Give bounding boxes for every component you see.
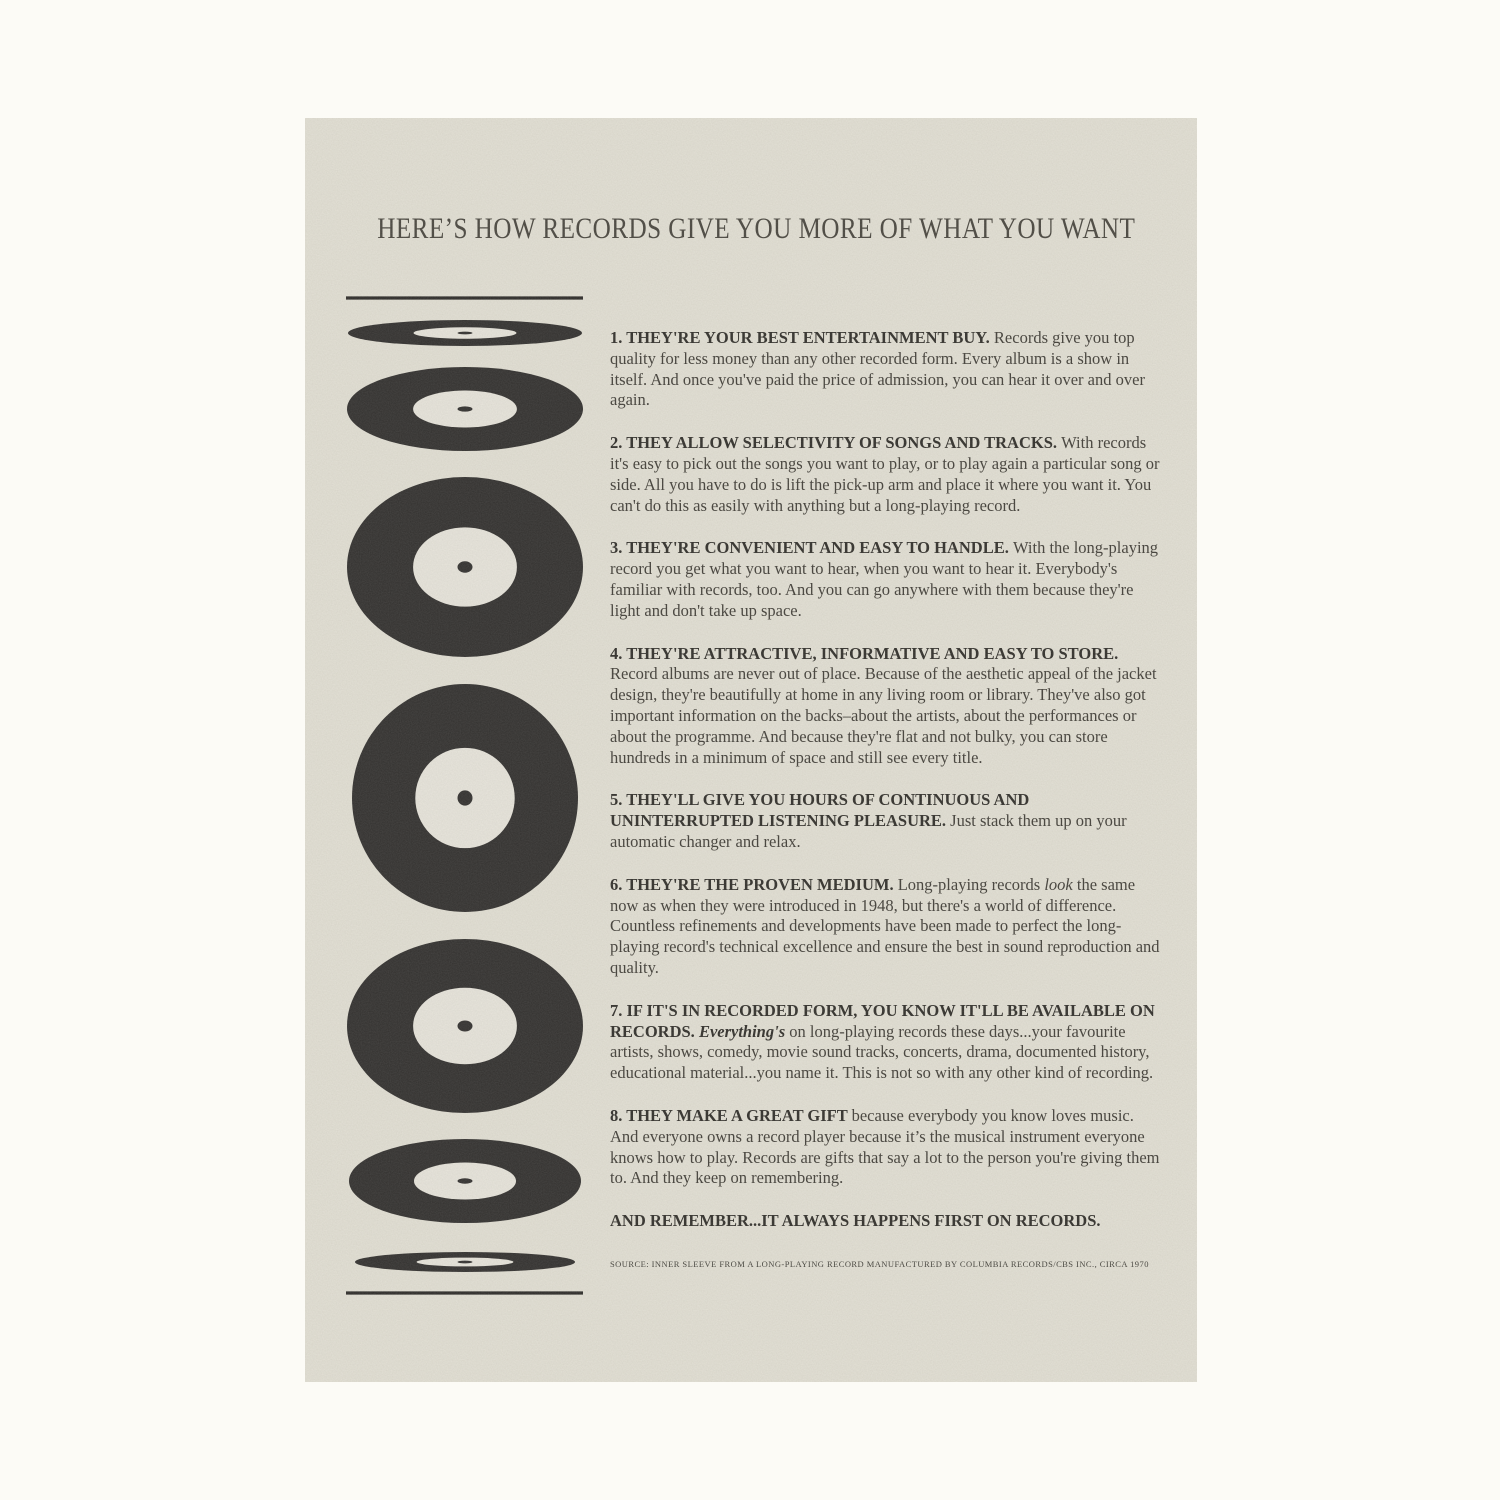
paragraph-segment: 2. THEY ALLOW SELECTIVITY OF SONGS AND TRACKS. bbox=[610, 433, 1062, 453]
paragraph-segment: on long-playing records these days...your favourite artists, shows, comedy, movie sound tracks, concerts, drama, documented history, educational material...you name it. This is not so with any other kind of recording. bbox=[610, 1021, 1154, 1083]
paragraph-segment: 1. THEY'RE YOUR BEST ENTERTAINMENT BUY. bbox=[610, 328, 994, 347]
record-stack-illustration bbox=[305, 118, 625, 1382]
paragraph-segment: Everything's bbox=[698, 1021, 786, 1041]
paragraph-segment: 8. THEY MAKE A GREAT GIFT bbox=[610, 1105, 852, 1125]
paragraph-segment: Record albums are never out of place. Because of the aesthetic appeal of the jacket design, they're beautifully at home in any living room or library. They've also got important information on the backs–about the artists, about the performances or about the programme. And because they're flat and not bulky, you can store hundreds in a minimum of space and still see every title. bbox=[610, 664, 1157, 767]
paragraph-segment: 5. THEY'LL GIVE YOU HOURS OF CONTINUOUS AND UNINTERRUPTED LISTENING PLEASURE. bbox=[610, 790, 1030, 831]
poster-paragraph bbox=[610, 875, 1162, 979]
record-hole bbox=[458, 1178, 473, 1183]
paragraph-segment: 6. THEY'RE THE PROVEN MEDIUM. bbox=[610, 874, 898, 894]
paragraph-segment: 4. THEY'RE ATTRACTIVE, INFORMATIVE AND EASY TO STORE. bbox=[610, 643, 1119, 663]
poster-paragraph bbox=[610, 644, 1162, 769]
poster-paragraph bbox=[610, 328, 1162, 411]
paragraph-segment: the same now as when they were introduced in 1948, but there's a world of difference. Countless refinements and developments have been made to perfect the long-playing record's technical excellence and ensure the best in sound reproduction and quality. bbox=[610, 874, 1160, 977]
paragraph-segment: 7. IF IT'S IN RECORDED FORM, YOU KNOW IT'LL BE AVAILABLE ON RECORDS. bbox=[610, 1000, 1155, 1041]
paragraph-list bbox=[610, 328, 1162, 1189]
paragraph-segment: look bbox=[1044, 874, 1073, 894]
poster bbox=[305, 118, 1197, 1382]
closing-line: AND REMEMBER...IT ALWAYS HAPPENS FIRST ON RECORDS. bbox=[610, 1211, 1101, 1231]
paragraph-segment: Records give you top quality for less money than any other recorded form. Every album is a show in itself. And once you've paid the price of admission, you can hear it over and over again. bbox=[610, 328, 1145, 410]
poster-paragraph bbox=[610, 433, 1162, 516]
record-hole bbox=[458, 332, 473, 335]
paragraph-segment: With the long-playing record you get what you want to hear, when you want to hear it. Everybody's familiar with records, too. And you can go anywhere with them because they're light and don't take up space. bbox=[610, 538, 1159, 620]
paragraph-segment: With records it's easy to pick out the songs you want to play, or to play again a particular song or side. All you have to do is lift the pick-up arm and place it where you want it. You can't do this as easily with anything but a long-playing record. bbox=[610, 433, 1160, 515]
paragraph-segment: Just stack them up on your automatic changer and relax. bbox=[610, 811, 1127, 851]
paragraph-segment: Long-playing records bbox=[897, 874, 1045, 894]
record-hole bbox=[458, 790, 473, 805]
poster-paragraph bbox=[610, 1001, 1162, 1084]
record-hole bbox=[458, 406, 473, 411]
poster-title-text: HERE’S HOW RECORDS GIVE YOU MORE OF WHAT YOU WANT bbox=[377, 212, 1136, 245]
record-hole bbox=[458, 561, 473, 572]
poster-paragraph bbox=[610, 790, 1162, 852]
poster-paragraph bbox=[610, 538, 1162, 621]
record-hole bbox=[458, 1261, 473, 1264]
paragraph-segment: because everybody you know loves music. And everyone owns a record player because it’s the musical instrument everyone knows how to play. Records are gifts that say a lot to the person you're giving them to. And they keep on remembering. bbox=[610, 1105, 1160, 1188]
paragraph-segment: 3. THEY'RE CONVENIENT AND EASY TO HANDLE. bbox=[610, 538, 1013, 558]
source-credit: SOURCE: INNER SLEEVE FROM A LONG-PLAYING RECORD MANUFACTURED BY COLUMBIA RECORDS/CBS INC., CIRCA 1970 bbox=[610, 1258, 1149, 1269]
poster-paragraph bbox=[610, 1106, 1162, 1189]
record-hole bbox=[458, 1020, 473, 1031]
records-group bbox=[347, 320, 583, 1272]
text-column bbox=[610, 328, 1162, 1270]
